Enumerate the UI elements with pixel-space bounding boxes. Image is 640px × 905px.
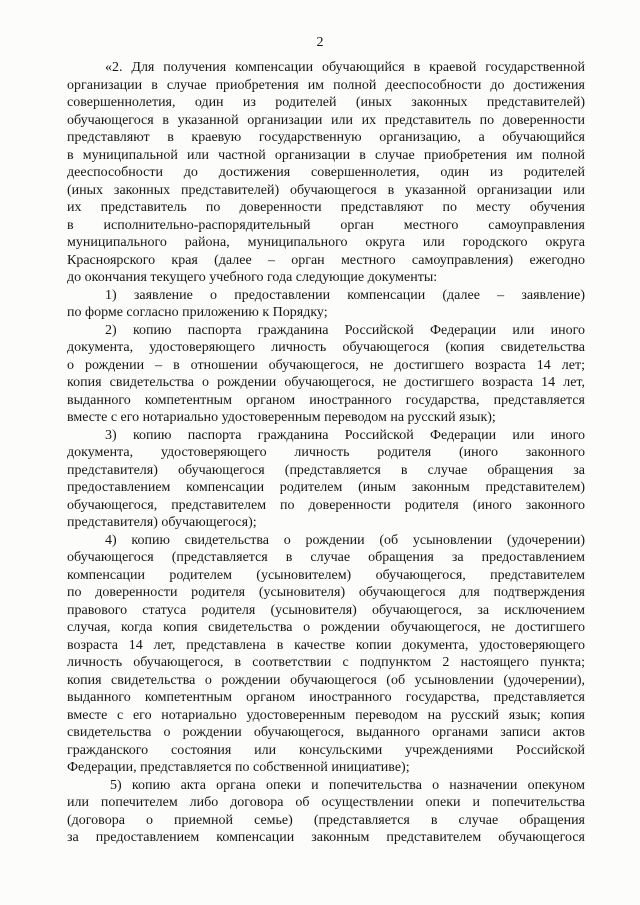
text-line: 3) копию паспорта гражданина Российской Федерации или иного <box>105 427 585 443</box>
text-line: до окончания текущего учебного года следующие документы: <box>67 270 438 285</box>
text-line: дееспособности до достижения совершеннолетия, один из родителей <box>67 165 585 180</box>
text-line: правового статуса родителя (усыновителя) обучающегося, за исключением <box>67 602 585 618</box>
text-line: муниципального района, муниципального округа или городского округа <box>67 235 585 250</box>
text-line: Красноярского края (далее – орган местного самоуправления) ежегодно <box>67 252 585 268</box>
text-line: представляют в краевую государственную организацию, а обучающийся <box>67 130 585 145</box>
text-line: копия свидетельства о рождении обучающегося, не достигшего возраста 14 лет, <box>67 375 585 390</box>
page-number: 2 <box>316 35 324 50</box>
text-line: свидетельства о рождении обучающегося, выданного органами записи актов <box>67 725 585 740</box>
text-line: в муниципальной или частной организации в случае приобретения им полной <box>67 147 585 163</box>
text-line: обучающегося (представляется в случае обращения за предоставлением <box>67 550 585 565</box>
list-item-4 <box>67 532 585 777</box>
text-line: обучающегося, представителем по доверенности родителя (иного законного <box>67 497 585 513</box>
text-line: по форме согласно приложению к Порядку; <box>67 305 328 320</box>
list-item-2 <box>67 322 585 427</box>
text-line: «2. Для получения компенсации обучающийся в краевой государственной <box>105 60 585 75</box>
text-line: 1) заявление о предоставлении компенсации (далее – заявление) <box>105 287 585 303</box>
text-line: вместе с его нотариально удостоверенным переводом на русский язык); <box>67 410 496 425</box>
text-line: совершеннолетия, один из родителей (иных законных представителей) <box>67 95 585 110</box>
list-item-5 <box>67 777 585 847</box>
text-line: копия свидетельства о рождении обучающегося (об усыновлении (удочерении), <box>67 672 585 688</box>
text-line: возраста 14 лет, представлена в качестве копии документа, удостоверяющего <box>67 637 585 653</box>
text-line: выданного компетентным органом иностранного государства, представляется <box>67 392 585 408</box>
text-line: (договора о приемной семье) (представляется в случае обращения <box>67 812 585 828</box>
text-line: 5) копию акта органа опеки и попечительства о назначении опекуном <box>110 777 585 793</box>
text-line: (иных законных представителей) обучающегося в указанной организации или <box>67 182 585 198</box>
list-item-3 <box>67 427 585 532</box>
text-line: предоставлением компенсации родителем (иным законным представителем) <box>67 480 585 495</box>
text-line: представителя) обучающегося); <box>67 515 257 530</box>
text-line: организации в случае приобретения им полной дееспособности до достижения <box>67 77 585 93</box>
text-line: представителя) обучающегося (представляется в случае обращения за <box>67 462 585 478</box>
text-line: по доверенности родителя (усыновителя) обучающегося для подтверждения <box>67 585 585 600</box>
text-line: обучающегося в указанной организации или их представитель по доверенности <box>67 112 585 128</box>
text-line: их представитель по доверенности представляют по месту обучения <box>67 200 585 215</box>
text-line: в исполнительно-распорядительный орган местного самоуправления <box>67 217 585 233</box>
text-line: или попечителем либо договора об осуществлении опеки и попечительства <box>67 795 585 810</box>
text-line: выданного компетентным органом иностранного государства, представляется <box>67 690 585 705</box>
text-line: Федерации, представляется по собственной инициативе); <box>67 760 410 775</box>
text-line: документа, удостоверяющего личность обучающегося (копия свидетельства <box>67 340 585 355</box>
text-line: личность обучающегося, в соответствии с подпунктом 2 настоящего пункта; <box>67 655 585 670</box>
text-line: о рождении – в отношении обучающегося, не достигшего возраста 14 лет; <box>67 357 585 373</box>
text-line: случая, когда копия свидетельства о рождении обучающегося, не достигшего <box>67 620 585 635</box>
text-line: вместе с его нотариально удостоверенным переводом на русский язык; копия <box>67 707 585 723</box>
text-line: за предоставлением компенсации законным представителем обучающегося <box>67 830 585 845</box>
text-line: гражданского состояния или консульскими учреждениями Российской <box>67 742 585 758</box>
text-line: компенсации родителем (усыновителем) обучающегося, представителем <box>67 567 585 583</box>
text-line: документа, удостоверяющего личность родителя (иного законного <box>67 445 585 460</box>
list-item-1 <box>67 287 585 322</box>
text-line: 4) копию свидетельства о рождении (об усыновлении (удочерении) <box>105 532 585 548</box>
document-body <box>67 59 585 847</box>
text-line: 2) копию паспорта гражданина Российской Федерации или иного <box>105 322 585 338</box>
paragraph-item-2-intro <box>67 59 585 287</box>
